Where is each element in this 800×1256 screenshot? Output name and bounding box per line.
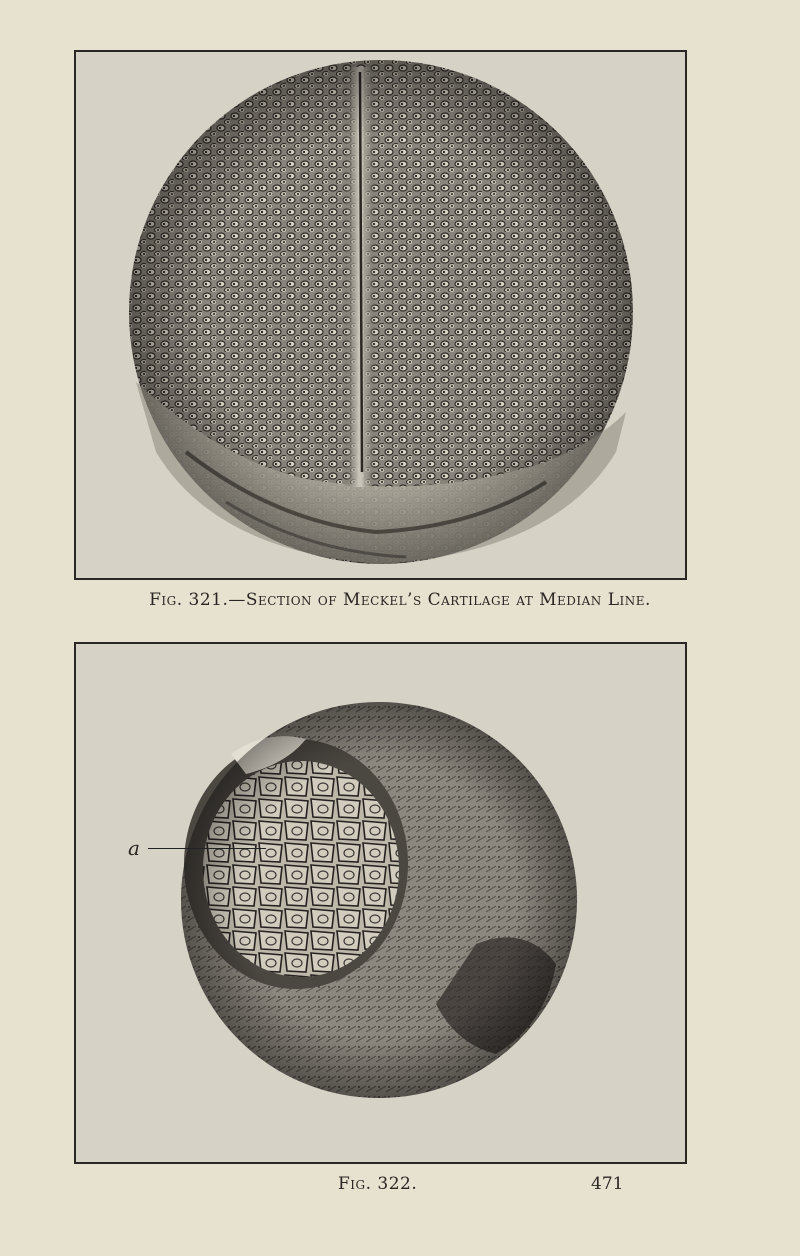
figure-321-caption: Fig. 321.—Section of Meckel’s Cartilage at Median Line. — [149, 590, 651, 610]
label-leader-line — [148, 848, 266, 849]
figure-322-caption: Fig. 322. — [338, 1174, 418, 1194]
figure-322-micrograph — [76, 644, 685, 1162]
figure-321-micrograph — [76, 52, 685, 578]
page-number: 471 — [591, 1174, 624, 1194]
figure-322-plate — [74, 642, 687, 1164]
label-a: a — [128, 836, 140, 860]
figure-321-plate — [74, 50, 687, 580]
